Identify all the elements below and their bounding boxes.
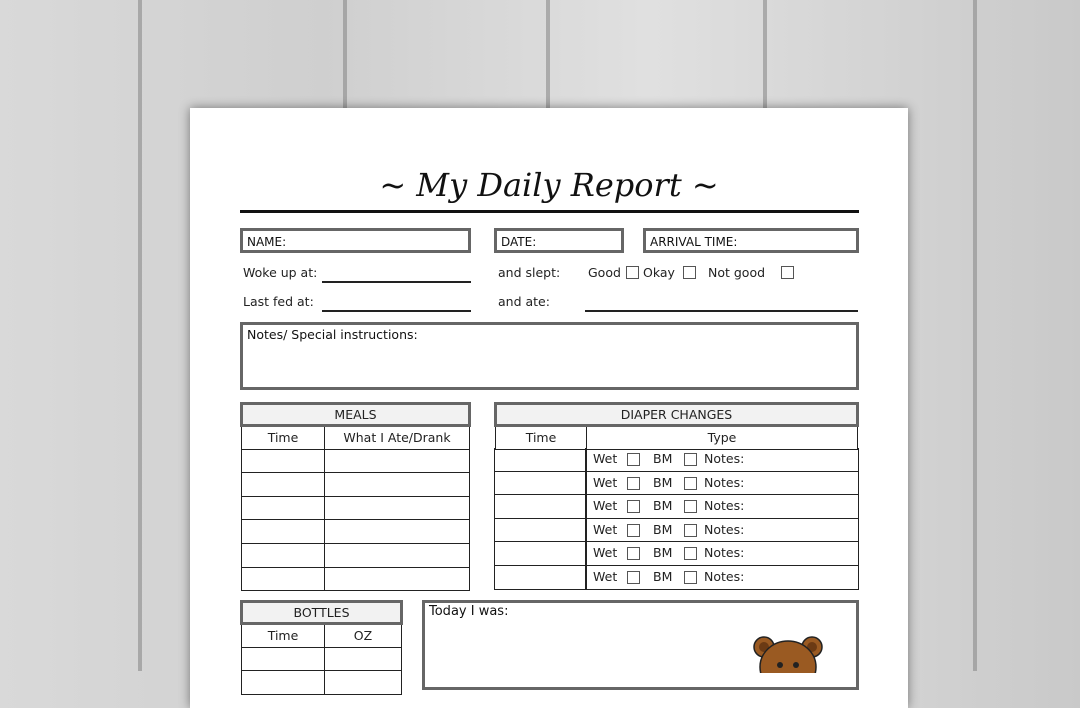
table-row: [242, 473, 470, 497]
wet-checkbox[interactable]: [627, 500, 640, 513]
cell[interactable]: [242, 449, 325, 473]
diaper-table: [494, 402, 859, 450]
bottles-header: BOTTLES: [242, 602, 402, 624]
table-row: [494, 566, 859, 590]
table-row: [242, 647, 402, 671]
date-field[interactable]: DATE:: [494, 228, 624, 253]
today-box[interactable]: Today I was:: [422, 600, 859, 690]
column-divider: [585, 472, 587, 495]
sleep-good-label: Good: [588, 265, 621, 280]
column-divider: [585, 495, 587, 518]
cell[interactable]: [325, 473, 470, 497]
table-row: [494, 448, 859, 472]
name-field[interactable]: NAME:: [240, 228, 471, 253]
wood-plank-seam: [138, 0, 142, 671]
arrival-time-field[interactable]: ARRIVAL TIME:: [643, 228, 859, 253]
table-row: [494, 472, 859, 496]
table-row: [242, 543, 470, 567]
cell[interactable]: [242, 647, 325, 671]
table-row: [242, 496, 470, 520]
cell[interactable]: [325, 647, 402, 671]
cell[interactable]: [325, 671, 402, 695]
bm-checkbox[interactable]: [684, 500, 697, 513]
diaper-col-time: Time: [496, 426, 587, 450]
title-rule: [240, 210, 859, 213]
bottles-table: [240, 600, 403, 695]
meals-col-what: What I Ate/Drank: [325, 426, 470, 450]
last-fed-label: Last fed at:: [243, 294, 314, 309]
bm-checkbox[interactable]: [684, 524, 697, 537]
wet-label: Wet: [593, 545, 618, 561]
bottles-col-oz: OZ: [325, 624, 402, 648]
bm-checkbox[interactable]: [684, 547, 697, 560]
cell[interactable]: [325, 520, 470, 544]
diaper-col-type: Type: [587, 426, 858, 450]
sleep-okay-label: Okay: [643, 265, 675, 280]
meals-col-time: Time: [242, 426, 325, 450]
cell[interactable]: [242, 567, 325, 591]
cell[interactable]: [242, 473, 325, 497]
wet-checkbox[interactable]: [627, 547, 640, 560]
bm-label: BM: [653, 451, 673, 466]
notes-label[interactable]: Notes:: [704, 451, 745, 466]
notes-label[interactable]: Notes:: [704, 569, 745, 584]
wood-plank-seam: [973, 0, 977, 671]
table-row: [242, 671, 402, 695]
meals-table: [240, 402, 471, 591]
bm-checkbox[interactable]: [684, 571, 697, 584]
bm-checkbox[interactable]: [684, 477, 697, 490]
wet-label: Wet: [593, 474, 618, 490]
meals-header: MEALS: [242, 404, 470, 426]
wet-checkbox[interactable]: [627, 453, 640, 466]
ate-line[interactable]: [585, 310, 858, 312]
bm-label: BM: [653, 521, 673, 537]
table-row: [242, 520, 470, 544]
table-row: [242, 567, 470, 591]
column-divider: [585, 566, 587, 589]
wet-label: Wet: [593, 521, 618, 537]
notes-box[interactable]: Notes/ Special instructions:: [240, 322, 859, 390]
table-row: [494, 495, 859, 519]
notes-label[interactable]: Notes:: [704, 498, 745, 514]
bm-label: BM: [653, 545, 673, 561]
cell[interactable]: [325, 567, 470, 591]
notes-label[interactable]: Notes:: [704, 521, 745, 537]
table-row: [242, 449, 470, 473]
woke-up-line[interactable]: [322, 281, 471, 283]
cell[interactable]: [325, 543, 470, 567]
bm-label: BM: [653, 569, 673, 584]
cell[interactable]: [242, 520, 325, 544]
cell[interactable]: [242, 671, 325, 695]
page-title: ~ My Daily Report ~: [379, 166, 719, 204]
column-divider: [585, 448, 587, 471]
bottles-col-time: Time: [242, 624, 325, 648]
wet-checkbox[interactable]: [627, 524, 640, 537]
bm-label: BM: [653, 498, 673, 514]
wet-checkbox[interactable]: [627, 477, 640, 490]
sleep-notgood-label: Not good: [708, 265, 766, 280]
notes-label[interactable]: Notes:: [704, 545, 745, 561]
woke-up-label: Woke up at:: [243, 265, 318, 280]
cell[interactable]: [242, 496, 325, 520]
notes-label[interactable]: Notes:: [704, 474, 745, 490]
sleep-good-checkbox[interactable]: [626, 266, 639, 279]
sleep-okay-checkbox[interactable]: [683, 266, 696, 279]
wet-label: Wet: [593, 498, 618, 514]
diaper-header: DIAPER CHANGES: [496, 404, 858, 426]
cell[interactable]: [242, 543, 325, 567]
wet-checkbox[interactable]: [627, 571, 640, 584]
wet-label: Wet: [593, 569, 618, 584]
cell[interactable]: [325, 496, 470, 520]
table-row: [494, 542, 859, 566]
cell[interactable]: [325, 449, 470, 473]
slept-label: and slept:: [498, 265, 561, 280]
bm-checkbox[interactable]: [684, 453, 697, 466]
column-divider: [585, 542, 587, 565]
column-divider: [585, 519, 587, 542]
ate-label: and ate:: [498, 294, 550, 309]
bm-label: BM: [653, 474, 673, 490]
table-row: [494, 519, 859, 543]
wet-label: Wet: [593, 451, 618, 466]
sleep-notgood-checkbox[interactable]: [781, 266, 794, 279]
bear-icon: [752, 633, 826, 673]
last-fed-line[interactable]: [322, 310, 471, 312]
